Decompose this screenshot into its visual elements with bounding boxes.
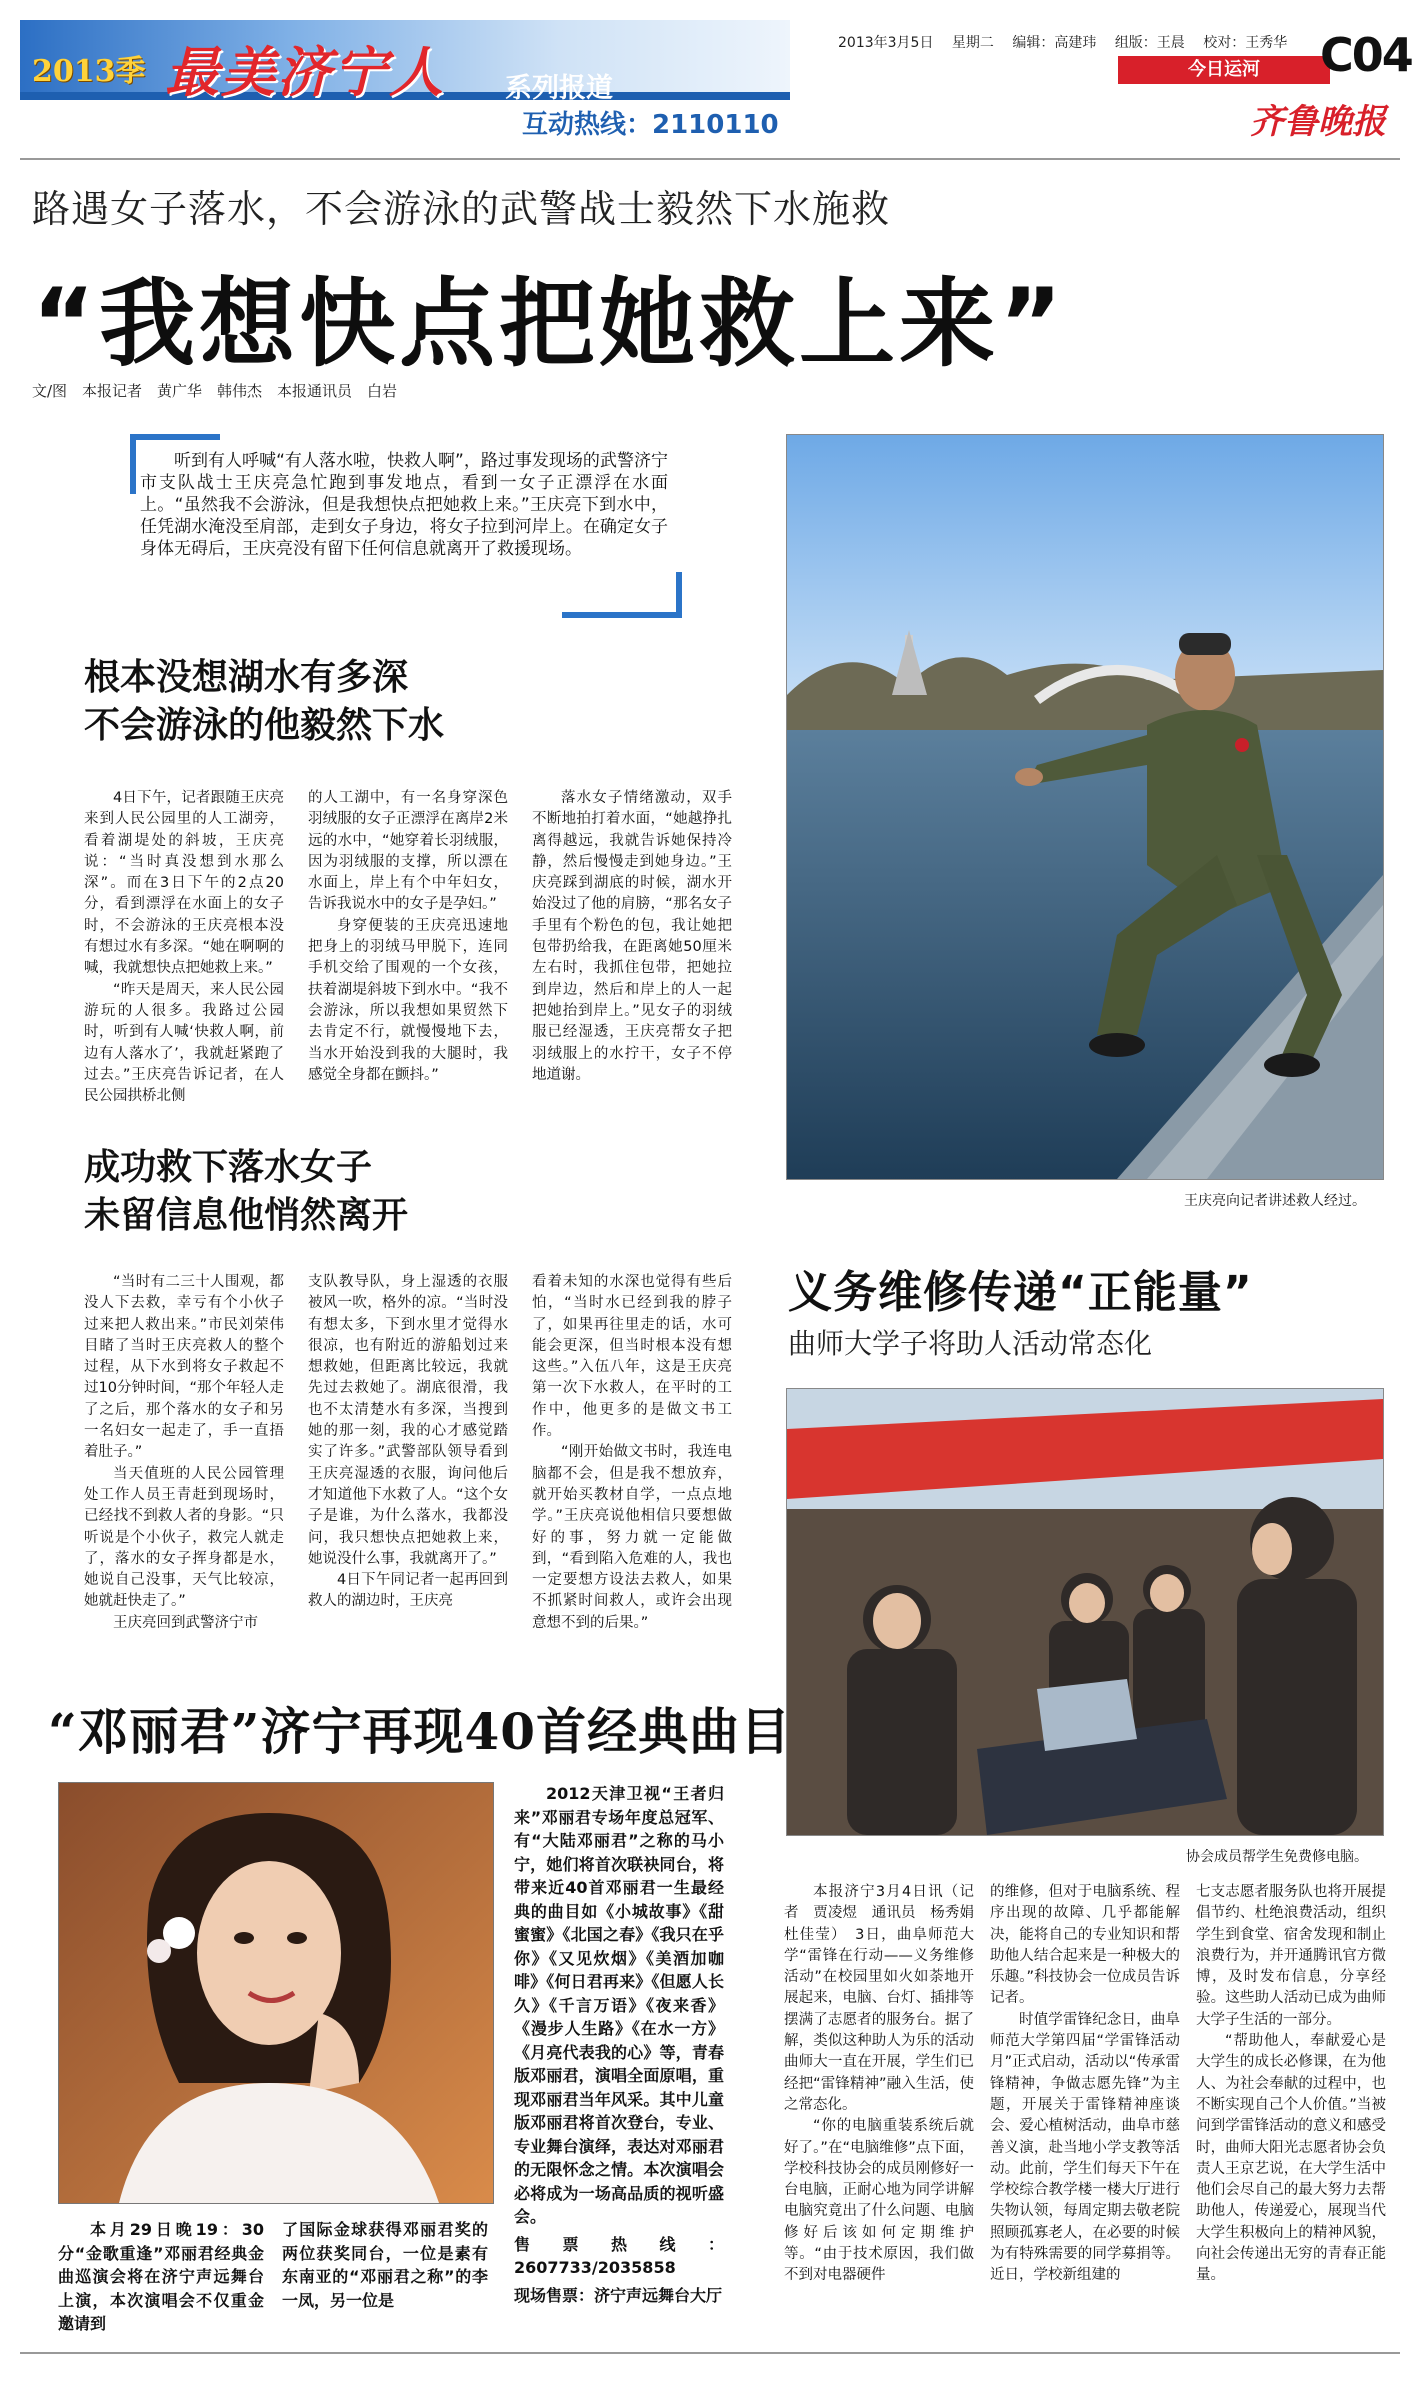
article3-bottom-column-2: 了国际金球获得邓丽君奖的两位获奖同台，一位是素有东南亚的“邓丽君之称”的李一凤，另一位是 (282, 2220, 488, 2310)
lead-frame (130, 434, 220, 440)
photo-caption: 协会成员帮学生免费修电脑。 (1186, 1849, 1368, 1865)
article-kicker: 路遇女子落水，不会游泳的武警战士毅然下水施救 (32, 187, 891, 231)
divider (20, 158, 1400, 160)
article-headline: “我想快点把她救上来” (32, 268, 1067, 380)
soldier-photo-illustration (787, 435, 1383, 1179)
article3-bottom-column-1: 本月29日晚19：30分“金歌重逢”邓丽君经典金曲巡演会将在济宁声远舞台上演，本次演唱会不仅重金邀请到 (58, 2220, 264, 2333)
sec2-column-2: 支队教导队，身上湿透的衣服被风一吹，格外的凉。“当时没有想太多，下到水里才觉得水很凉，也有附近的游船划过来想救她，但距离比较远，我就先过去救她了。湖底很滑，我也不太清楚水有多深，当搜到她的那一刻，我的心才感觉踏实了许多。”武警部队领导看到王庆亮湿透的衣服，询问他后才知道他下水救了人。“这个女子是谁，为什么落水，我都没问，我只想快点把她救上来，她说没什么事，我就离开了。” 4日下午同记者一起再回到救人的湖边时，王庆亮 (308, 1274, 508, 1610)
lead-frame (676, 572, 682, 618)
sec1-column-2: 的人工湖中，有一名身穿深色羽绒服的女子正漂浮在离岸2米远的水中，“她穿着长羽绒服，因为羽绒服的支撑，所以漂在水面上，岸上有个中年妇女，告诉我说水中的女子是孕妇。” 身穿便装的王庆亮迅速地把身上的羽绒马甲脱下，连同手机交给了围观的一个女孩，扶着湖堤斜坡下到水中。“我不会游泳，所以我想如果贸然下去肯定不行，就慢慢地下去，当水开始没到我的大腿时，我感觉全身都在颤抖。” (308, 790, 508, 1083)
article-lead: 听到有人呼喊“有人落水啦，快救人啊”，路过事发现场的武警济宁市支队战士王庆亮急忙跑到事发地点，看到一女子正漂浮在水面上。“虽然我不会游泳，但是我想快点把她救上来。”王庆亮下到水中，任凭湖水淹没至肩部，走到女子身边，将女子拉到河岸上。在确定女子身体无碍后，王庆亮没有留下任何信息就离开了救援现场。 (140, 451, 668, 559)
weekday: 星期二 (951, 35, 994, 51)
page-meta (838, 32, 1301, 52)
singer-photo-illustration (59, 1783, 493, 2203)
sec1-column-3: 落水女子情绪激动，双手不断地拍打着水面，“她越挣扎离得越远，我就告诉她保持冷静，然后慢慢走到她身边。”王庆亮踩到湖底的时候，湖水开始没过了他的肩膀，“那名女子手里有个粉色的包，我让她把包带扔给我，在距离她50厘米左右时，我抓住包带，把她拉到岸边，然后和岸上的人一起把她抬到岸上。”见女子的羽绒服已经湿透，王庆亮帮女子把羽绒服上的水拧干，女子不停地道谢。 (532, 790, 732, 1083)
sec2-column-1: “当时有二三十人围观，都没人下去救，幸亏有个小伙子过来把人救出来。”市民刘荣伟目睹了当时王庆亮救人的整个过程，从下水到将女子救起不过10分钟时间，“那个年轻人走了之后，那个落水的女子和另一名妇女一起走了，手一直捂着肚子。” 当天值班的人民公园管理处工作人员王青赶到现场时，已经找不到救人者的身影。“只听说是个小伙子，救完人就走了，落水的女子挥身都是水，她说自己没事，天气比较凉，她就赶快走了。” 王庆亮回到武警济宁市 (84, 1274, 284, 1631)
singer-photo (58, 1782, 494, 2204)
proof: 校对：王秀华 (1203, 35, 1288, 51)
editor: 编辑：高建玮 (1012, 35, 1097, 51)
series-brand-logo: 最美济宁人 (165, 40, 445, 104)
article2-column-3: 七支志愿者服务队也将开展提倡节约、杜绝浪费活动，组织学生到食堂、宿舍发现和制止浪费行为，并开通腾讯官方微博，及时发布信息，分享经验。这些助人活动已成为曲师大学子生活的一部分。 “帮助他人，奉献爱心是大学生的成长必修课，在为他人、为社会奉献的过程中，也不断实现自己个人价值。”当被问到学雷锋活动的意义和感受时，曲师大阳光志愿者协会负责人王京艺说，在大学生活中他们会尽自己的最大努力去帮助他人，传递爱心，展现当代大学生积极向上的精神风貌，向社会传递出无穷的青春正能量。 (1196, 1884, 1386, 2284)
subheading-2: 成功救下落水女子 未留信息他悄然离开 (84, 1147, 409, 1236)
newspaper-logo: 齐鲁晚报 (1250, 102, 1386, 142)
hotline: 互动热线：2110110 (522, 110, 779, 140)
article2-subtitle: 曲师大学子将助人活动常态化 (788, 1327, 1153, 1360)
article3-right-column: 2012天津卫视“王者归来”邓丽君专场年度总冠军、有“大陆邓丽君”之称的马小宁，她们将首次联袂同台，将带来近40首邓丽君一生最经典的曲目如《小城故事》《甜蜜蜜》《北国之春》《我只在乎你》《又见炊烟》《美酒加咖啡》《何日君再来》《但愿人长久》《千言万语》《夜来香》《漫步人生路》《在水一方》《月亮代表我的心》等，青春版邓丽君，演唱全面原唱，重现邓丽君当年风采。其中儿童版邓丽君将首次登台，专业、专业舞台演绎，表达对邓丽君的无限怀念之情。本次演唱会必将成为一场高品质的视听盛会。 售票热线：2607733/2035858 现场售票：济宁声远舞台大厅 (514, 1784, 724, 2305)
article2-column-1: 本报济宁3月4日讯（记者 贾凌煜 通讯员 杨秀娟 杜佳莹） 3日，曲阜师范大学“雷锋在行动——义务维修活动”在校园里如火如荼地开展起来，电脑、台灯、插排等摆满了志愿者的服务台。据了解，类似这种助人为乐的活动曲师大一直在开展，学生们已经把“雷锋精神”融入生活，使之常态化。 “你的电脑重装系统后就好了。”在“电脑维修”点下面，学校科技协会的成员刚修好一台电脑，正耐心地为同学讲解电脑究竟出了什么问题、电脑修好后该如何定期维护等。“由于技术原因，我们做不到对电器硬件 (784, 1884, 989, 2284)
divider (20, 2352, 1400, 2354)
sec1-column-1: 4日下午，记者跟随王庆亮来到人民公园里的人工湖旁，看着湖堤处的斜坡，王庆亮说：“当时真没想到水那么深”。而在3日下午的2点20分，看到漂浮在水面上的女子时，不会游泳的王庆亮根本没有想过水有多深。“她在啊啊的喊，我就想快点把她救上来。” “昨天是周天，来人民公园游玩的人很多。我路过公园时，听到有人喊‘快救人啊，前边有人落水了’，我就赶紧跑了过去。”王庆亮告诉记者，在人民公园拱桥北侧 (84, 790, 284, 1105)
season-label: 2013季 (32, 54, 146, 89)
article-byline: 文/图 本报记者 黄广华 韩伟杰 本报通讯员 白岩 (32, 382, 398, 400)
group: 组版：王晨 (1114, 35, 1185, 51)
subheading-1: 根本没想湖水有多深 不会游泳的他毅然下水 (84, 657, 445, 746)
article3-title: “邓丽君”济宁再现40首经典曲目 (48, 1702, 792, 1761)
page-number: C04 (1320, 28, 1412, 82)
section-tag: 今日运河 (1118, 56, 1330, 84)
students-photo (786, 1388, 1384, 1836)
students-photo-illustration (787, 1389, 1383, 1835)
lead-frame (130, 434, 136, 494)
date: 2013年3月5日 (838, 35, 934, 51)
lead-frame (562, 612, 682, 618)
sec2-column-3: 看着未知的水深也觉得有些后怕，“当时水已经到我的脖子了，如果再往里走的话，水可能会更深，但当时根本没有想这些。”入伍八年，这是王庆亮第一次下水救人，在平时的工作中，他更多的是做文书工作。 “刚开始做文书时，我连电脑都不会，但是我不想放弃，就开始买教材自学，一点点地学。”王庆亮说他相信只要想做好的事，努力就一定能做到，“看到陷入危难的人，我也一定要想方设法去救人，如果不抓紧时间救人，或许会出现意想不到的后果。” (532, 1274, 732, 1631)
soldier-photo (786, 434, 1384, 1180)
article2-column-2: 的维修，但对于电脑系统、程序出现的故障、几乎都能解决，能将自己的专业知识和帮助他人结合起来是一种极大的乐趣。”科技协会一位成员告诉记者。 时值学雷锋纪念日，曲阜师范大学第四届“学雷锋活动月”正式启动，活动以“传承雷锋精神，争做志愿先锋”为主题，开展关于雷锋精神座谈会、爱心植树活动，曲阜市慈善义演，赴当地小学支教等活动。此前，学生们每天下午在学校综合教学楼一楼大厅进行失物认领，每周定期去敬老院照顾孤寡老人，在必要的时候为有特殊需要的同学募捐等。近日，学校新组建的 (990, 1884, 1180, 2284)
article2-title: 义务维修传递“正能量” (788, 1267, 1253, 1318)
photo-caption: 王庆亮向记者讲述救人经过。 (1184, 1193, 1366, 1209)
series-label: 系列报道 (505, 73, 613, 104)
